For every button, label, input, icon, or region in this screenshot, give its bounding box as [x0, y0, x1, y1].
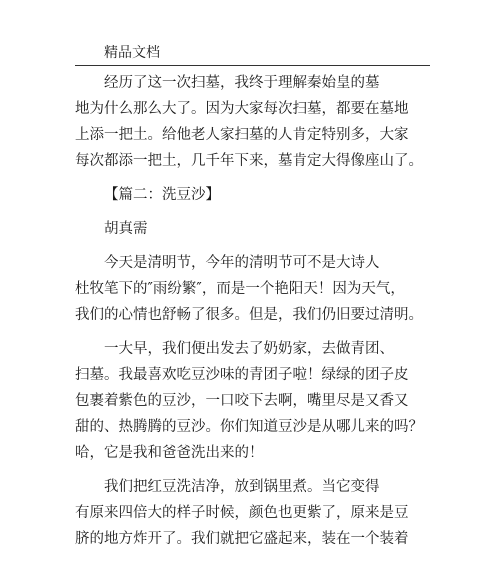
text-line: 我们的心情也舒畅了很多。但是，我们仍旧要过清明。 [75, 307, 423, 323]
text-line: 经历了这一次扫墓，我终于理解秦始皇的墓 [104, 75, 380, 91]
text-line: 每次都添一把土，几千年下来，墓肯定大得像座山了。 [75, 153, 423, 169]
paragraph [75, 474, 435, 552]
text-line: 一大早，我们便出发去了奶奶家，去做青团、 [104, 341, 394, 357]
text-line: 包裹着紫色的豆沙，一口咬下去啊，嘴里尽是又香又 [75, 393, 409, 409]
text-line: 脐的地方炸开了。我们就把它盛起来，装在一个装着 [75, 531, 409, 547]
paragraph [75, 336, 435, 466]
text-line: 扫墓。我最喜欢吃豆沙味的青团子啦！绿绿的团子皮 [75, 367, 409, 383]
page-header [75, 0, 430, 66]
author-name: 胡真需 [104, 221, 148, 237]
header-rule [75, 65, 430, 66]
text-line: 甜的、热腾腾的豆沙。你们知道豆沙是从哪儿来的吗？ [75, 419, 423, 435]
text-line: 杜牧笔下的″雨纷繁″，而是一个艳阳天！因为天气， [75, 281, 405, 297]
document-body [75, 70, 435, 552]
header-label: 精品文档 [104, 45, 160, 61]
text-line: 哈，它是我和爸爸洗出来的！ [75, 445, 264, 461]
text-line: 上添一把土。给他老人家扫墓的人肯定特别多，大家 [75, 127, 409, 143]
text-line: 有原来四倍大的样子时候，颜色也更紫了，原来是豆 [75, 505, 409, 521]
paragraph [75, 250, 435, 328]
paragraph [75, 70, 435, 174]
text-line: 地为什么那么大了。因为大家每次扫墓，都要在墓地 [75, 101, 409, 117]
text-line: 我们把红豆洗洁净，放到锅里煮。当它变得 [104, 479, 380, 495]
text-line: 今天是清明节，今年的清明节可不是大诗人 [104, 255, 380, 271]
section-heading: 【篇二：洗豆沙】 [104, 187, 220, 203]
